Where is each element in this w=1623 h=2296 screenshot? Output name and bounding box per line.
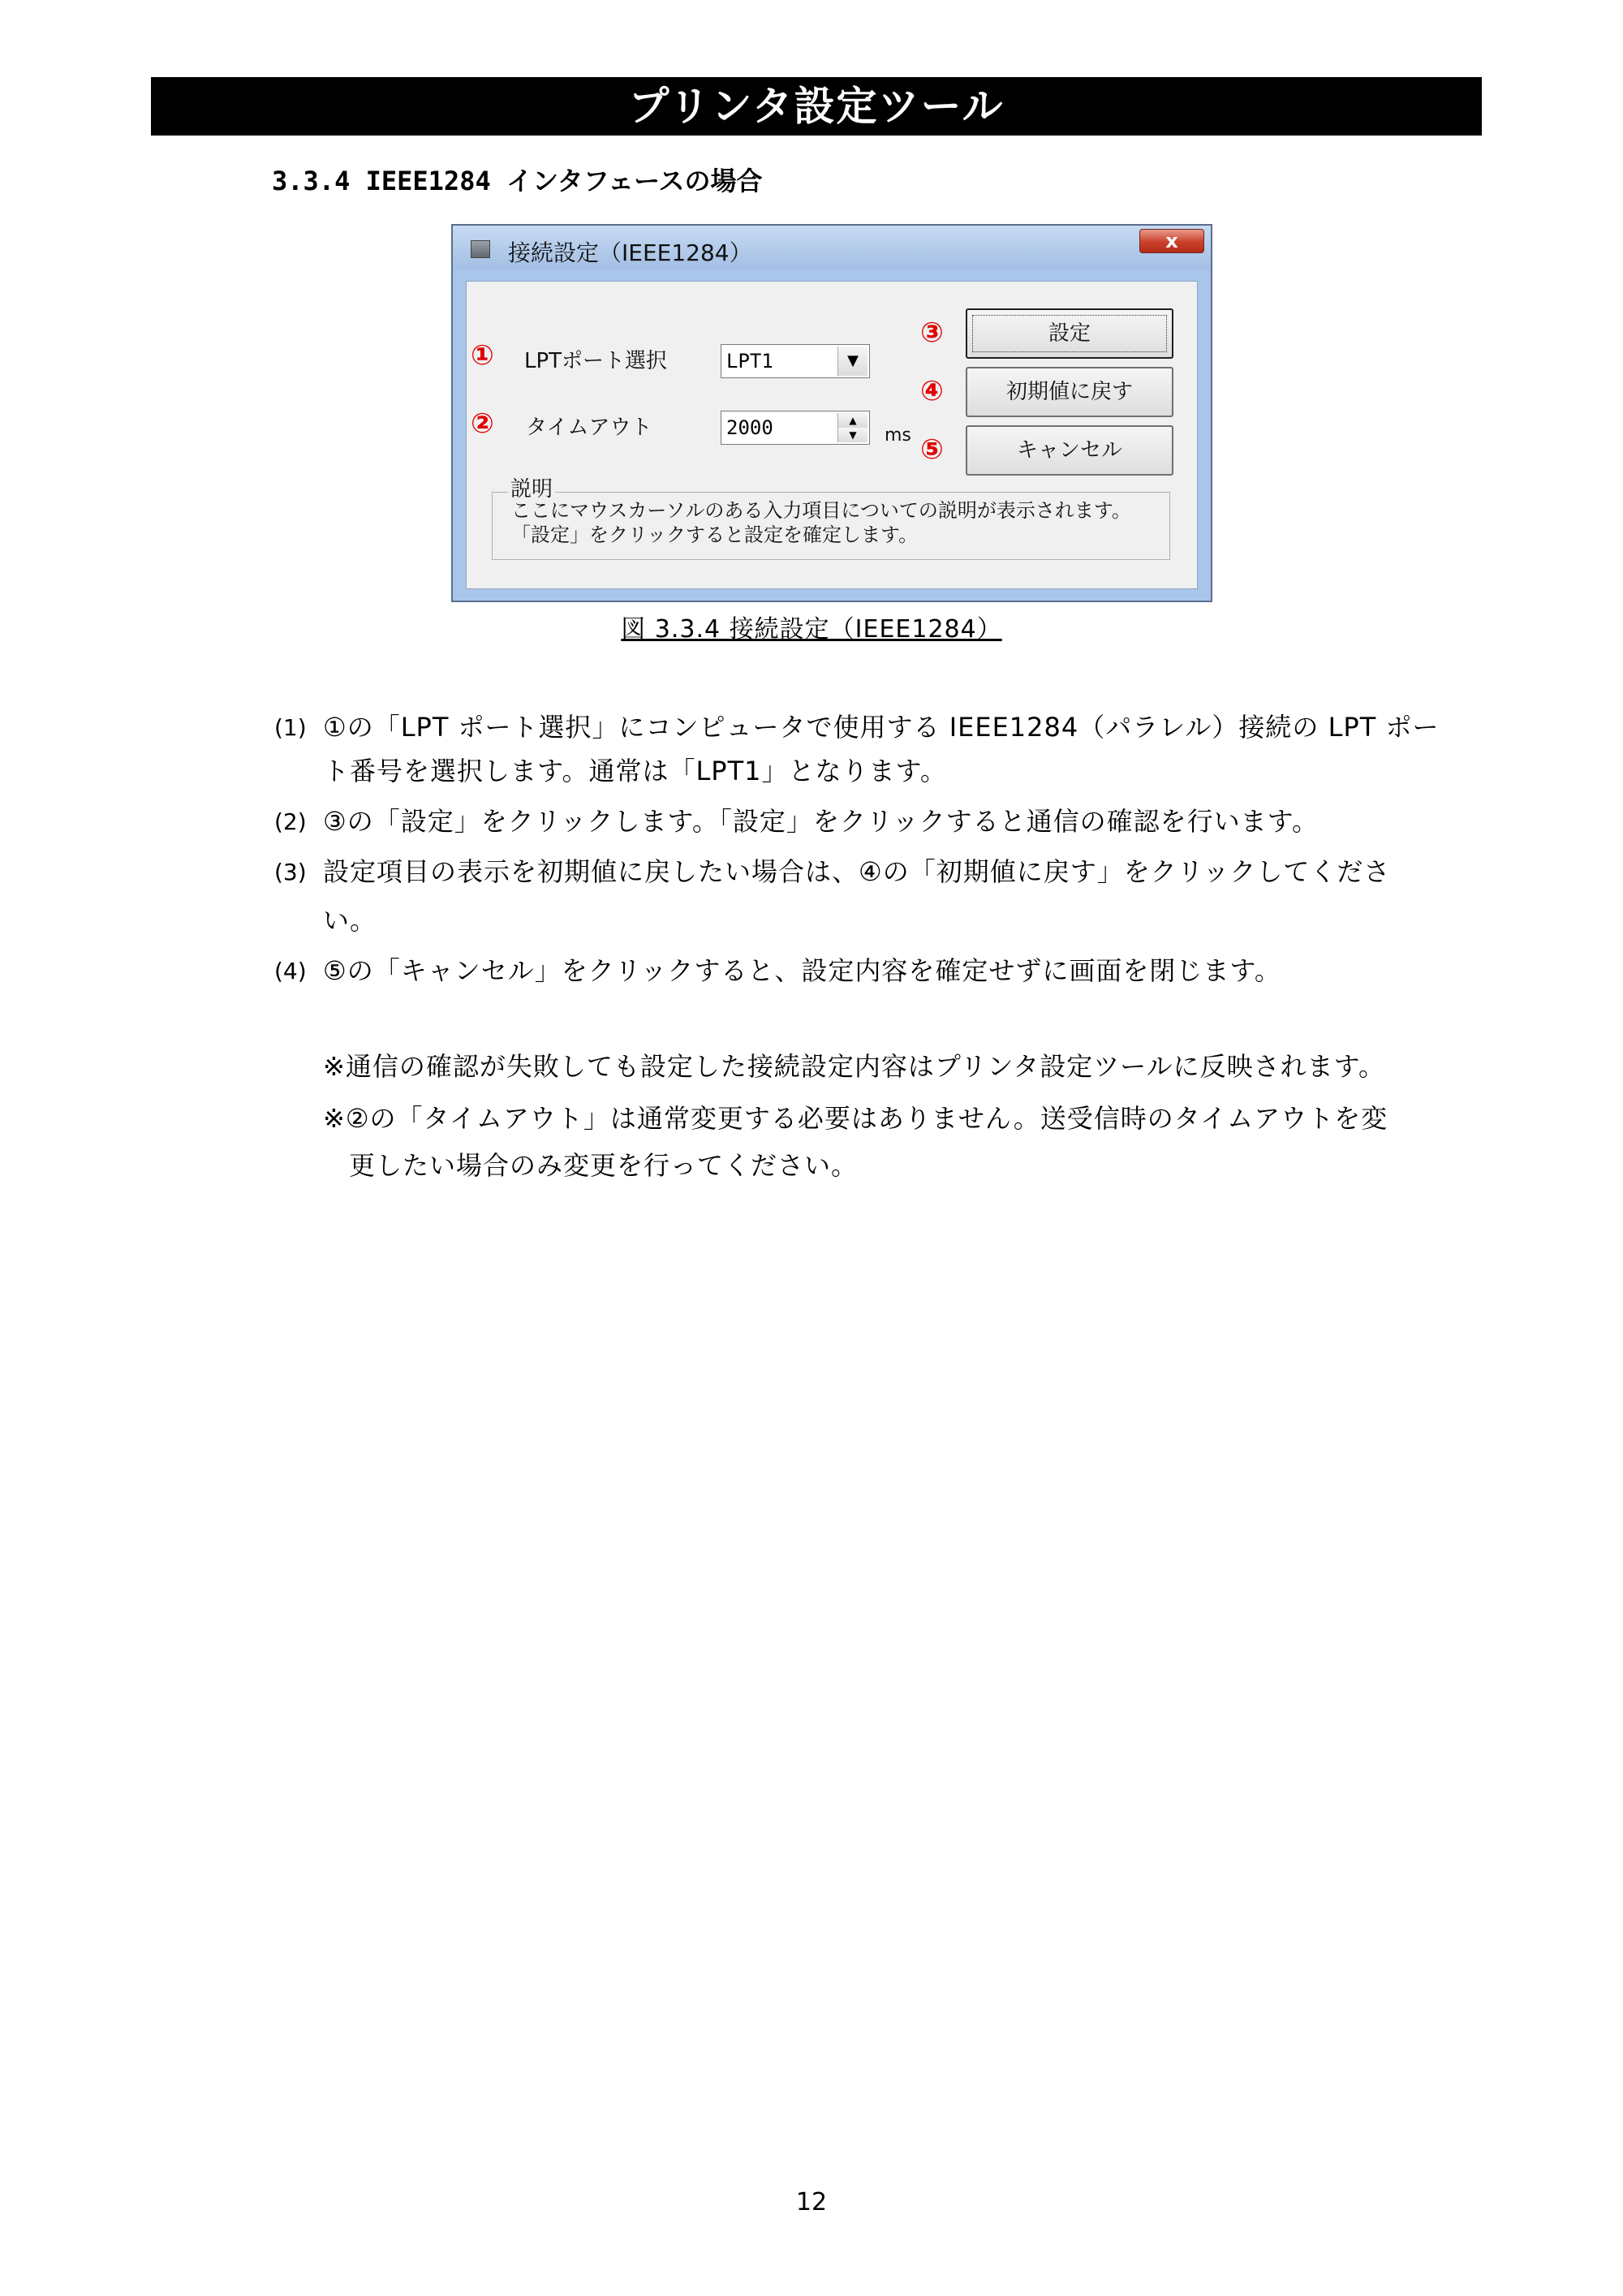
port-select[interactable] (721, 344, 870, 378)
marker-1: ① (471, 339, 494, 372)
timeout-label: タイムアウト (526, 416, 652, 440)
page-banner: プリンタ設定ツール (151, 77, 1482, 136)
set-button[interactable] (966, 308, 1173, 359)
port-label: LPTポート選択 (524, 349, 668, 373)
timeout-value: 2000 (726, 416, 773, 439)
figure-caption: 図 3.3.4 接続設定（IEEE1284） (621, 615, 1002, 644)
timeout-unit: ms (885, 425, 911, 446)
help-line-2: 「設定」をクリックすると設定を確定します。 (511, 523, 919, 546)
note-2-line-1: ※②の「タイムアウト」は通常変更する必要はありません。送受信時のタイムアウトを変 (323, 1103, 1388, 1134)
section-heading: 3.3.4 IEEE1284 インタフェースの場合 (272, 166, 763, 196)
close-button[interactable]: x (1139, 229, 1204, 253)
cancel-button[interactable]: キャンセル (966, 425, 1173, 476)
item-3-line-2: い。 (323, 905, 377, 936)
note-2-line-2: 更したい場合のみ変更を行ってください。 (349, 1150, 859, 1181)
printer-app-icon (471, 240, 490, 258)
item-3-line-1: 設定項目の表示を初期値に戻したい場合は、④の「初期値に戻す」をクリックしてくださ (323, 856, 1391, 887)
spin-up-icon[interactable]: ▲ (837, 413, 867, 428)
item-4-line-1: ⑤の「キャンセル」をクリックすると、設定内容を確定せずに画面を閉じます。 (323, 955, 1281, 986)
item-2-line-1: ③の「設定」をクリックします。「設定」をクリックすると通信の確認を行います。 (323, 806, 1319, 837)
item-1-line-2: ト番号を選択します。通常は「LPT1」となります。 (323, 756, 947, 786)
note-1: ※通信の確認が失敗しても設定した接続設定内容はプリンタ設定ツールに反映されます。 (323, 1051, 1386, 1082)
port-select-value: LPT1 (726, 350, 773, 373)
help-text (511, 498, 1131, 547)
dialog-title: 接続設定（IEEE1284） (508, 239, 752, 266)
item-4-number: (4) (274, 958, 307, 984)
marker-3: ③ (920, 317, 944, 349)
item-2-number: (2) (274, 808, 307, 835)
help-line-1: ここにマウスカーソルのある入力項目についての説明が表示されます。 (511, 499, 1131, 522)
item-1-number: (1) (274, 714, 307, 741)
help-group-title: 説明 (508, 472, 555, 502)
chevron-down-icon[interactable]: ▼ (837, 347, 867, 376)
item-3-number: (3) (274, 859, 307, 885)
dialog-titlebar (453, 226, 1211, 269)
reset-button[interactable]: 初期値に戻す (966, 367, 1173, 417)
item-1-line-1: ①の「LPT ポート選択」にコンピュータで使用する IEEE1284（パラレル）接続の LPT ポー (323, 712, 1440, 743)
marker-5: ⑤ (920, 433, 944, 466)
page-number: 12 (795, 2188, 828, 2216)
set-button-label: 設定 (972, 315, 1167, 352)
marker-4: ④ (920, 375, 944, 407)
spin-down-icon[interactable]: ▼ (837, 428, 867, 442)
marker-2: ② (471, 407, 494, 440)
timeout-spinner[interactable] (721, 411, 870, 445)
